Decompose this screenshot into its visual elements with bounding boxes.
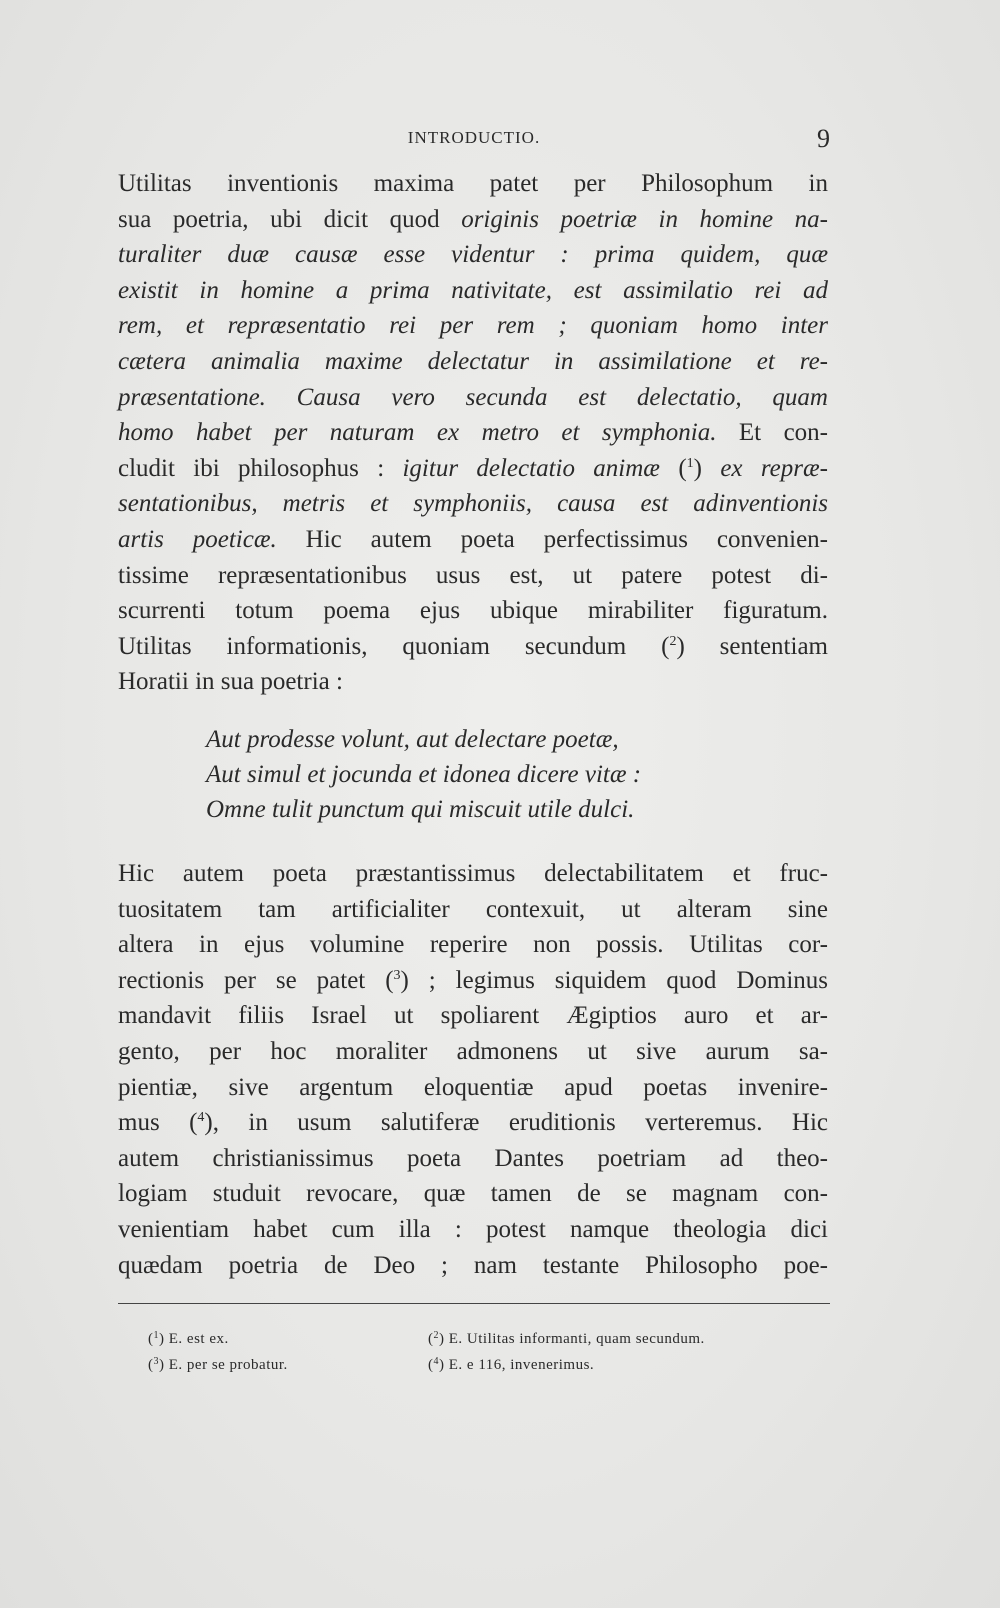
footnote-2: ($^2$) E. Utilitas informanti, quam secundum. [428, 1330, 705, 1347]
footnote-text: E. e 116, invenerimus. [448, 1357, 595, 1373]
text-segment: cludit ibi philosophus : [118, 454, 403, 482]
text-line [118, 451, 828, 487]
text-segment: ex repræ- [720, 454, 828, 482]
text-segment: gento, per hoc moraliter admonens ut sive aurum sa- [118, 1037, 828, 1065]
footnote-reference: 1 [686, 455, 694, 471]
text-segment: ( [189, 1109, 198, 1137]
text-segment: ) sententiam [676, 632, 828, 660]
footnote-mark: 1 [153, 1330, 159, 1341]
footnote-4: ($^4$) E. e 116, invenerimus. [428, 1356, 595, 1373]
text-segment: præsentatione. Causa vero secunda est delectatio, quam [118, 383, 828, 411]
text-line [118, 1070, 828, 1106]
footnote-text: E. per se probatur. [168, 1357, 288, 1373]
verse-line: Omne tulit punctum qui miscuit utile dulci. [206, 796, 635, 823]
text-segment: artis poeticæ. [118, 525, 277, 553]
text-segment: Horatii in sua poetria : [118, 668, 343, 696]
text-segment: ( [385, 966, 394, 994]
text-line [118, 273, 828, 309]
text-line [118, 166, 828, 202]
verse-line: Aut simul et jocunda et idonea dicere vitæ : [206, 761, 642, 788]
footnote-reference: 4 [197, 1110, 205, 1126]
footnote-1: ($^1$) E. est ex. [148, 1330, 229, 1347]
text-segment: ) ; legimus siquidem quod Dominus [400, 966, 828, 994]
footnote-text: E. Utilitas informanti, quam secundum. [448, 1331, 705, 1347]
text-segment: rectionis per se patet [118, 966, 386, 994]
text-segment: existit in homine a prima nativitate, est assimilatio rei ad [118, 276, 828, 304]
text-segment: rem, et repræsentatio rei per rem ; quoniam homo inter [118, 312, 828, 340]
footnote-text: E. est ex. [168, 1331, 229, 1347]
text-line [118, 664, 828, 700]
text-line [118, 998, 828, 1034]
text-segment: Utilitas inventionis maxima patet per Philosophum in [118, 170, 828, 197]
paragraph-continuation-text [118, 856, 828, 1283]
text-line [118, 963, 828, 999]
text-segment: autem christianissimus poeta Dantes poetriam ad theo- [118, 1144, 828, 1172]
text-segment: homo habet per naturam ex metro et symphonia. [118, 419, 717, 447]
text-line [118, 1034, 828, 1070]
text-segment: sentationibus, metris et symphoniis, causa est adinventionis [118, 490, 828, 518]
verse-line: Aut prodesse volunt, aut delectare poetæ, [206, 726, 619, 753]
footnote-mark: 2 [433, 1330, 439, 1341]
running-title: INTRODUCTIO. [407, 128, 541, 147]
footnote-mark: 3 [153, 1356, 159, 1367]
text-line [118, 380, 828, 416]
text-line [118, 1176, 828, 1212]
text-segment: ), in usum salutiferæ eruditionis verteremus. Hic [204, 1109, 828, 1137]
text-line [118, 415, 828, 451]
text-line [118, 202, 828, 238]
text-segment: ( [661, 632, 670, 660]
text-line [118, 1141, 828, 1177]
text-segment: pientiæ, sive argentum eloquentiæ apud poetas invenire- [118, 1073, 828, 1101]
footnote-divider [118, 1303, 830, 1304]
text-line [118, 1105, 828, 1141]
text-line [118, 856, 828, 892]
text-segment: tissime repræsentationibus usus est, ut patere potest di- [118, 561, 828, 589]
text-segment: ( [678, 454, 687, 482]
text-line [118, 593, 828, 629]
verse-quotation [206, 722, 766, 827]
footnote-reference: 3 [393, 967, 401, 983]
page-number: 9 [817, 124, 830, 153]
text-segment: originis poetriæ in homine na- [461, 205, 828, 233]
text-segment: Hic autem poeta perfectissimus convenien- [276, 525, 828, 553]
text-segment: Hic autem poeta præstantissimus delectabilitatem et fruc- [118, 860, 828, 887]
text-segment: scurrenti totum poema ejus ubique mirabiliter figuratum. [118, 597, 828, 625]
text-line [118, 344, 828, 380]
footnote-3: ($^3$) E. per se probatur. [148, 1356, 288, 1373]
text-line [118, 558, 828, 594]
text-segment: mandavit filiis Israel ut spoliarent Ægiptios auro et ar- [118, 1002, 828, 1030]
text-segment: mus [118, 1109, 190, 1137]
footnote-reference: 2 [669, 633, 677, 649]
text-segment: quædam poetria de Deo ; nam testante Philosopho poe- [118, 1251, 828, 1279]
text-segment: Utilitas informationis, quoniam secundum [118, 632, 662, 660]
text-line [118, 892, 828, 928]
text-segment: Et con- [716, 419, 828, 447]
text-line [118, 237, 828, 273]
text-segment: tuositatem tam artificialiter contexuit, ut alteram sine [118, 895, 828, 923]
text-line [118, 522, 828, 558]
text-segment: sua poetria, ubi dicit quod [118, 205, 462, 233]
footnote-mark: 4 [433, 1356, 439, 1367]
text-line [118, 1212, 828, 1248]
paragraph-main-text [118, 166, 828, 700]
text-segment: logiam studuit revocare, quæ tamen de se magnam con- [118, 1180, 828, 1208]
text-line [118, 308, 828, 344]
running-head [118, 124, 830, 154]
text-line [118, 629, 828, 665]
text-segment: ) [693, 454, 721, 482]
text-line [118, 486, 828, 522]
text-segment: turaliter duæ causæ esse videntur : prima quidem, quæ [118, 241, 828, 269]
text-segment: cætera animalia maxime delectatur in assimilatione et re- [118, 347, 828, 375]
text-segment: altera in ejus volumine reperire non possis. Utilitas cor- [118, 931, 828, 959]
text-segment: igitur delectatio animæ [402, 454, 679, 482]
text-line [118, 927, 828, 963]
text-line [118, 1248, 828, 1284]
text-segment: venientiam habet cum illa : potest namque theologia dici [118, 1215, 828, 1243]
